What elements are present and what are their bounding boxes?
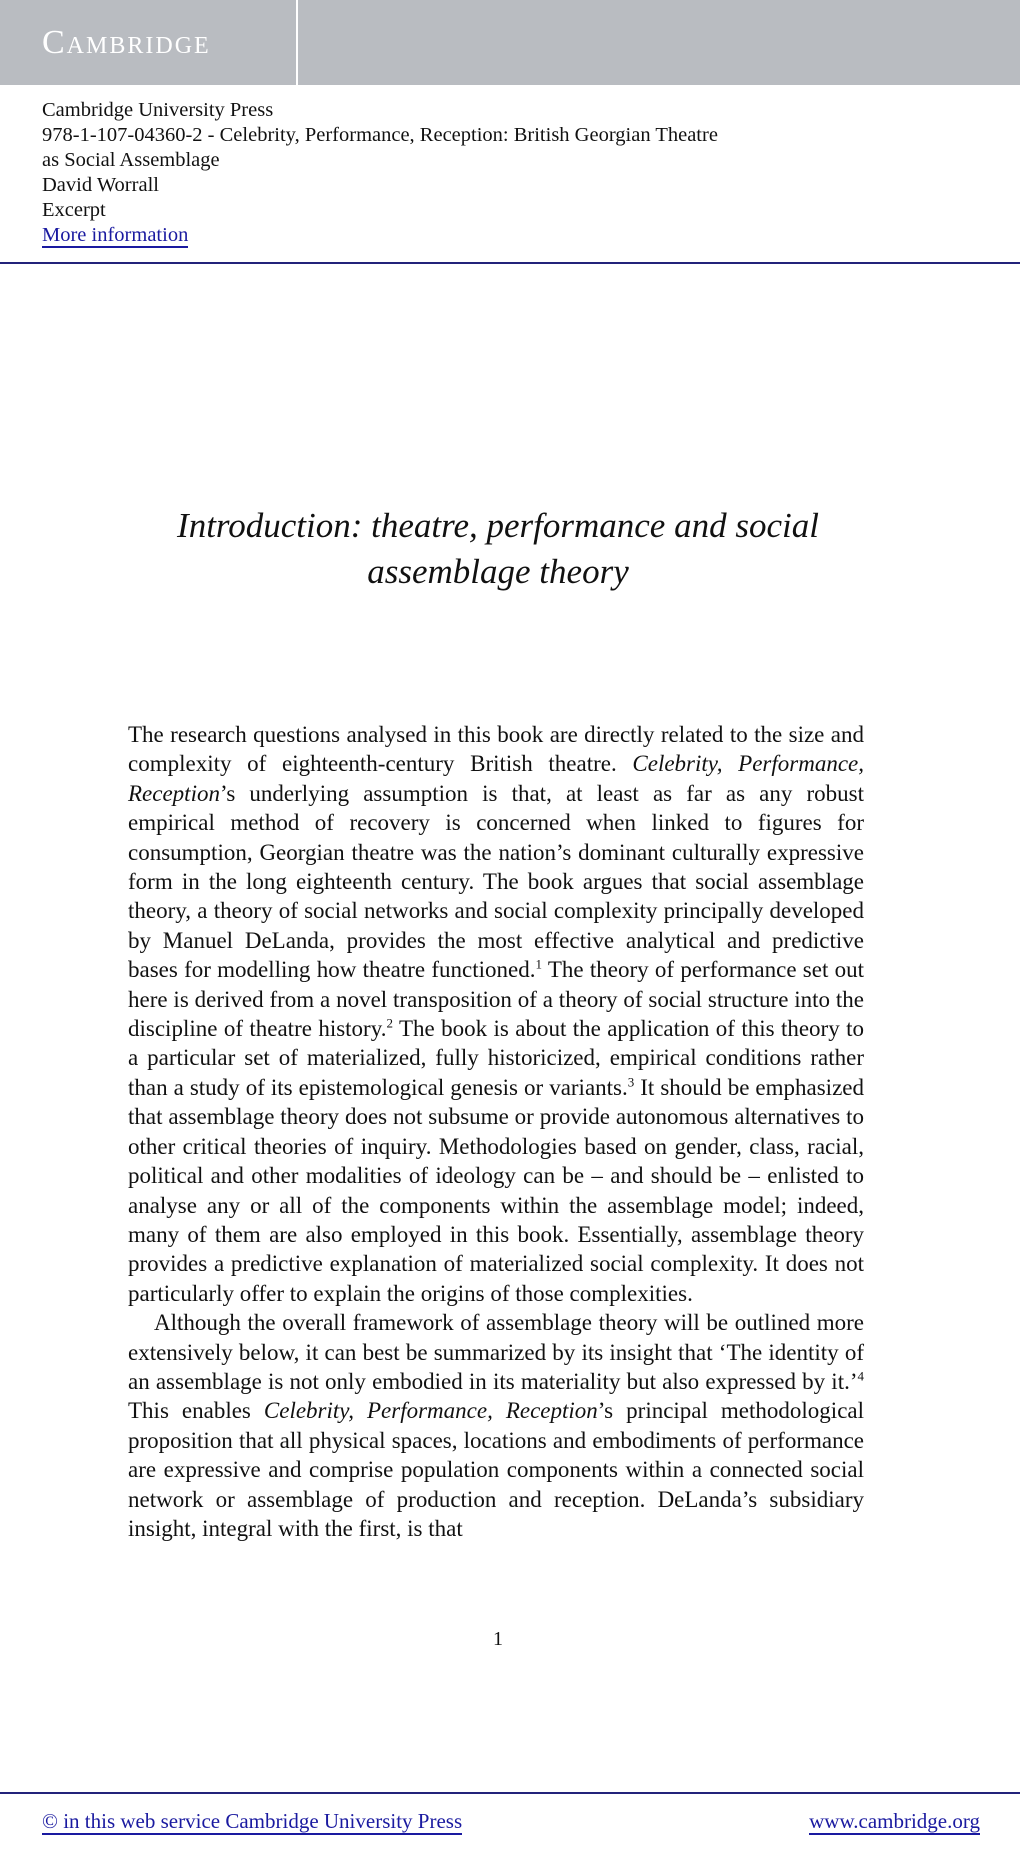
- p1-text-2: ’s underlying assumption is that, at least as far as any robust empirical method of recovery is concerned when linked to figures for consumption, Georgian theatre was the nation’s dominant culturally expressive form in the long eighteenth century. The book argues that social assemblage theory, a theory of social networks and social complexity principally developed by Manuel DeLanda, provides the most effective analytical and predictive bases for modelling how theatre functioned.: [128, 780, 864, 983]
- p2-text-3: ’s principal methodological proposition that all physical spaces, locations and embodiments of performance are expressive and comprise population components within a connected social network or assemblage of production and reception. DeLanda’s subsidiary insight, integral with the first, is that: [128, 1398, 864, 1541]
- p1-text-3: The theory of performance set out here is derived from a novel transposition of a theory of social structure into the discipline of theatre history.: [128, 957, 865, 1042]
- footer-divider: [0, 1792, 1020, 1794]
- more-information-link[interactable]: More information: [42, 224, 189, 246]
- isbn-title-line-2: as Social Assemblage: [42, 149, 220, 171]
- chapter-title-line-1: Introduction: theatre, performance and social: [177, 506, 819, 545]
- isbn-title-line-1: 978-1-107-04360-2 - Celebrity, Performance, Reception: British Georgian Theatre: [42, 124, 718, 146]
- p1-book-title: Celebrity, Performance, Reception: [128, 751, 864, 806]
- footer-website: [809, 1809, 980, 1834]
- logo-box: [0, 0, 298, 85]
- chapter-title-line-2: assemblage theory: [367, 552, 629, 591]
- header-divider: [0, 262, 1020, 264]
- copyright-link[interactable]: © in this web service Cambridge University Press: [42, 1809, 463, 1833]
- book-metadata: [42, 98, 942, 248]
- cambridge-website-link[interactable]: www.cambridge.org: [809, 1809, 980, 1833]
- page-number: 1: [493, 1628, 503, 1650]
- p1-text-5: It should be emphasized that assemblage theory does not subsume or provide autonomous alternatives to other critical theories of inquiry. Methodologies based on gender, class, racial, political and other modalities of ideology can be – and should be – enlisted to analyse any or all of the components within the assemblage model; indeed, many of them are also employed in this book. Essentially, assemblage theory provides a predictive explanation of materialized social complexity. It does not particularly offer to explain the origins of those complexities.: [128, 1074, 864, 1306]
- footer-copyright: [42, 1809, 462, 1834]
- footnote-ref-3[interactable]: 3: [627, 1074, 635, 1090]
- chapter-title: [128, 503, 868, 595]
- p1-text-4: The book is about the application of this theory to a particular set of materialized, fully historicized, empirical conditions rather than a study of its epistemological genesis or variants.: [128, 1016, 864, 1100]
- body-text: [128, 720, 864, 1543]
- p2-book-title: Celebrity, Performance, Reception: [263, 1398, 598, 1424]
- footnote-ref-1[interactable]: 1: [535, 956, 543, 972]
- footnote-ref-2[interactable]: 2: [386, 1015, 393, 1031]
- author-line: David Worrall: [42, 174, 159, 196]
- header-banner: [0, 0, 1020, 85]
- p1-text-1: The research questions analysed in this book are directly related to the size and complexity of eighteenth-century British theatre.: [128, 722, 864, 777]
- p2-text-1: Although the overall framework of assemblage theory will be outlined more extensively below, it can best be summarized by its insight that ‘The identity of an assemblage is not only embodied in its materiality but also expressed by it.’: [128, 1310, 864, 1394]
- p2-text-2: This enables: [128, 1398, 264, 1424]
- paragraph-2: [128, 1308, 864, 1543]
- footnote-ref-4[interactable]: 4: [857, 1368, 864, 1384]
- publisher-line: Cambridge University Press: [42, 99, 274, 121]
- excerpt-label: Excerpt: [42, 199, 106, 221]
- paragraph-1: [128, 720, 864, 1308]
- cambridge-logo: Cambridge: [42, 24, 211, 61]
